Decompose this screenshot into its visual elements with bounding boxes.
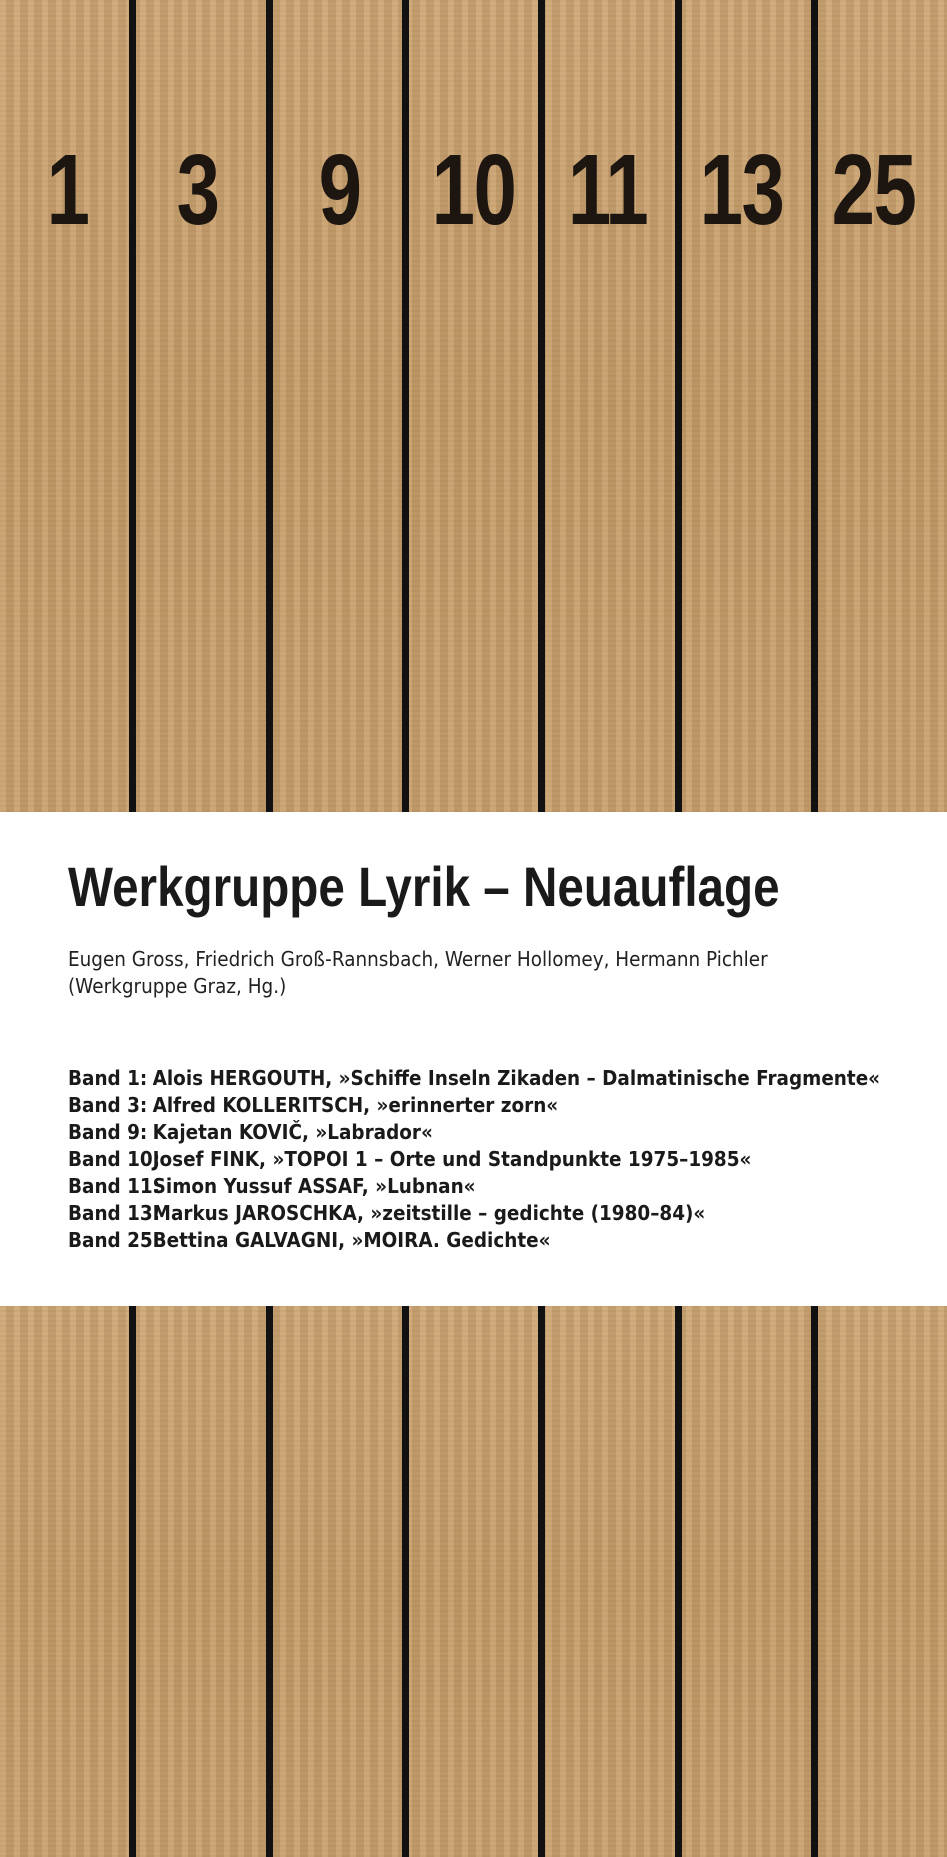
spine-divider	[538, 0, 545, 812]
band-label: Band 10:	[68, 1147, 161, 1171]
band-title: Josef FINK, »TOPOI 1 – Orte und Standpunkte 1975–1985«	[152, 1147, 752, 1171]
spine-divider	[402, 0, 409, 812]
spine-divider	[811, 0, 818, 812]
list-item	[68, 1200, 880, 1227]
band-label: Band 25:	[68, 1228, 161, 1252]
list-item	[68, 1173, 880, 1200]
spine-divider	[675, 1306, 682, 1857]
spine-number-9: 9	[318, 134, 361, 246]
book-spines-bottom	[0, 1306, 947, 1857]
spine-divider	[675, 0, 682, 812]
list-item	[68, 1146, 880, 1173]
band-title: Markus JAROSCHKA, »zeitstille – gedichte (1980–84)«	[152, 1201, 706, 1225]
list-item	[68, 1092, 880, 1119]
list-item	[68, 1065, 880, 1092]
spine-number-1: 1	[46, 134, 89, 246]
band-list	[68, 1065, 880, 1254]
band-title: Bettina GALVAGNI, »MOIRA. Gedichte«	[152, 1228, 551, 1252]
band-label: Band 9:	[68, 1120, 148, 1144]
band-title: Alfred KOLLERITSCH, »erinnerter zorn«	[152, 1093, 559, 1117]
spine-divider	[811, 1306, 818, 1857]
list-item	[68, 1227, 880, 1254]
page-title: Werkgruppe Lyrik – Neuauflage	[68, 855, 780, 918]
spine-divider	[402, 1306, 409, 1857]
editors-names: Eugen Gross, Friedrich Groß-Rannsbach, Werner Hollomey, Hermann Pichler	[68, 947, 768, 971]
spine-number-25: 25	[831, 134, 916, 246]
book-spines-top	[0, 0, 947, 812]
band-title: Alois HERGOUTH, »Schiffe Inseln Zikaden – Dalmatinische Fragmente«	[152, 1066, 881, 1090]
spine-number-3: 3	[176, 134, 219, 246]
spine-divider	[266, 1306, 273, 1857]
band-title: Kajetan KOVIČ, »Labrador«	[152, 1120, 433, 1144]
band-label: Band 3:	[68, 1093, 148, 1117]
band-label: Band 13:	[68, 1201, 161, 1225]
spine-number-10: 10	[431, 134, 516, 246]
spine-divider	[266, 0, 273, 812]
editors-block	[68, 946, 768, 1000]
spine-number-13: 13	[699, 134, 784, 246]
spine-divider	[129, 0, 136, 812]
band-label: Band 11:	[68, 1174, 161, 1198]
spine-divider	[129, 1306, 136, 1857]
band-title: Simon Yussuf ASSAF, »Lubnan«	[152, 1174, 476, 1198]
editors-publisher: (Werkgruppe Graz, Hg.)	[68, 974, 287, 998]
info-band	[0, 812, 947, 1306]
band-label: Band 1:	[68, 1066, 148, 1090]
spine-number-11: 11	[567, 134, 648, 246]
list-item	[68, 1119, 880, 1146]
spine-divider	[538, 1306, 545, 1857]
